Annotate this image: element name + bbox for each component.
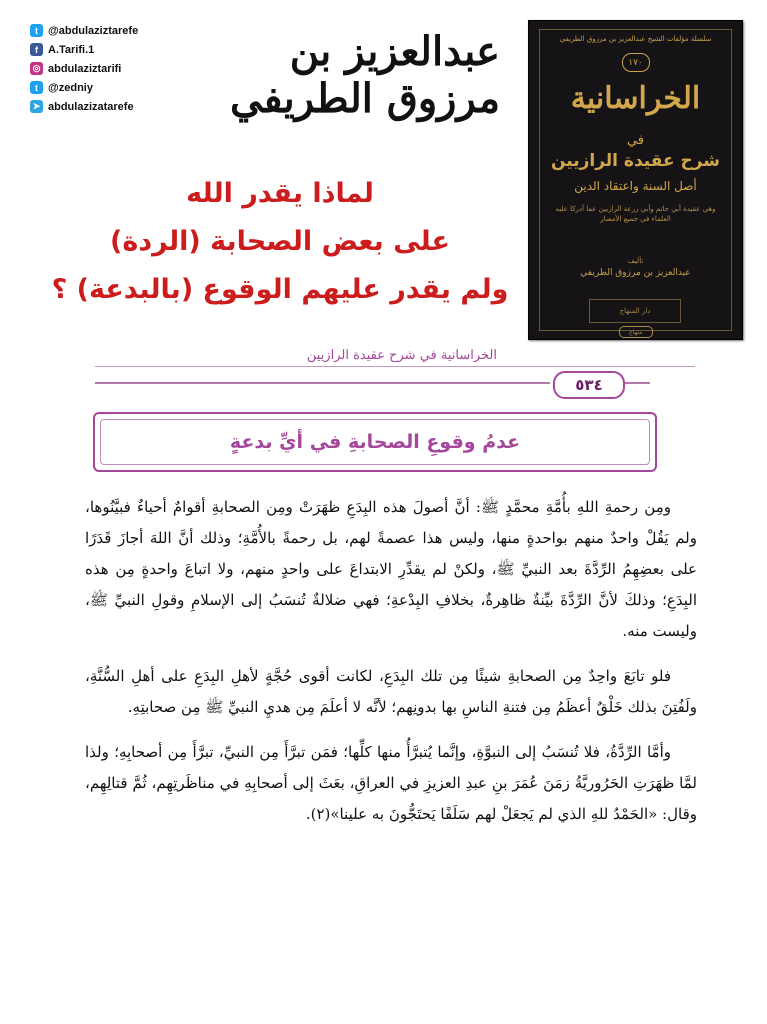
page-number: ٥٣٤ bbox=[553, 371, 625, 399]
running-head: الخراسانية في شرح عقيدة الرازيين bbox=[306, 348, 497, 363]
facebook-icon: f bbox=[30, 43, 43, 56]
social-handle: abdulazizatarefe bbox=[48, 100, 134, 113]
social-row bbox=[30, 22, 190, 39]
question-heading bbox=[40, 170, 520, 314]
book-subtitle-2: أصل السنة واعتقاد الدين bbox=[574, 179, 697, 193]
paragraph: فلو تابَعَ واحِدٌ مِن الصحابةِ شيئًا مِن تلك البِدَعِ، لكانت أقوى حُجَّةٍ لأهلِ البِدَعِ على أهلِ السُّنَّةِ، ولَفُتِنَ بذلك خَلْقٌ أعظَمُ مِن فتنةِ الناسِ بها بدونِهم؛ لأنَّه لا أعلَمَ مِن هديِ النبيِّ ﷺ مِن صحابتِهِ. bbox=[85, 667, 697, 716]
social-row bbox=[30, 79, 190, 96]
author-calligraphy: عبدالعزيز بن مرزوق الطريفي bbox=[230, 28, 500, 122]
page-number-rule bbox=[95, 382, 550, 384]
social-handles bbox=[30, 22, 190, 117]
publisher-box: دار المنهاج bbox=[589, 299, 681, 323]
book-number-badge: ١٧٠ bbox=[622, 53, 650, 72]
book-cover bbox=[528, 20, 743, 340]
social-handle: @abdulaziztarefe bbox=[48, 24, 139, 37]
social-handle: abdulaziztarifi bbox=[48, 62, 122, 75]
chapter-title: عدمُ وقوعِ الصحابةِ في أيِّ بدعةٍ bbox=[229, 431, 521, 453]
book-author: عبدالعزيز بن مرزوق الطريفي bbox=[580, 268, 691, 278]
instagram-icon: ◎ bbox=[30, 62, 43, 75]
book-series-line: سلسلة مؤلفات الشيخ عبدالعزيز بن مرزوق الطريفي bbox=[559, 35, 712, 43]
social-handle: @zedniy bbox=[48, 81, 93, 94]
publisher-logo: منهاج bbox=[619, 326, 653, 338]
social-handle: A.Tarifi.1 bbox=[48, 43, 95, 56]
chapter-heading-inner bbox=[100, 419, 650, 465]
book-subtitle: شرح عقيدة الرازيين bbox=[550, 151, 721, 171]
twitter-icon: t bbox=[30, 24, 43, 37]
chapter-heading-frame bbox=[93, 412, 657, 472]
body-text bbox=[85, 492, 697, 844]
question-line: ولم يقدر عليهم الوقوع (بالبدعة) ؟ bbox=[51, 274, 509, 305]
social-row bbox=[30, 60, 190, 77]
social-row bbox=[30, 98, 190, 115]
twitter-icon: t bbox=[30, 81, 43, 94]
book-description: وهي عقيدة أبي حاتم وأبي زرعة الرازيين عما أدركا عليه العلماء في جميع الأمصار bbox=[555, 205, 716, 223]
question-line: لماذا يقدر الله bbox=[186, 178, 374, 209]
book-title: الخراسانية bbox=[570, 81, 701, 116]
paragraph: ومِن رحمةِ اللهِ بأُمَّةِ محمَّدٍ ﷺ: أنَّ أصولَ هذه البِدَعِ ظهَرَتْ ومِن الصحابةِ أقوامٌ أحياءٌ فبيَّنُوها، ولم يَقُلْ واحدٌ منهم بواحدةٍ منها، وليس هذا عصمةً لهم، بل رحمةً بالأُمَّةِ؛ وذلك أنَّ اللهَ أجازَ قَدَرًا على بعضِهِمُ الرِّدَّةَ بعد النبيِّ ﷺ، ولكنْ لم يقدِّرِ الابتداعَ على واحدٍ منهم، ولا اتباعَ واحدةٍ مِن هذه البِدَعِ؛ وذلكَ لأنَّ الرِّدَّةَ بيِّنةٌ ظاهِرةٌ، بخلافِ البِدْعةِ؛ فهي ضلالةٌ تُنسَبُ إلى الإسلامِ وقولِ النبيِّ ﷺ، وليست منه. bbox=[85, 498, 697, 640]
social-row bbox=[30, 41, 190, 58]
paragraph: وأمَّا الرِّدَّةُ، فلا تُنسَبُ إلى النبوَّةِ، وإنَّما يُتبرَّأُ منها كلِّها؛ فمَن تبرَّأَ مِن النبيِّ، تبرَّأَ مِن أصحابِهِ؛ ولذا لمَّا ظهَرَتِ الحَرُوريَّةُ زمَنَ عُمَرَ بنِ عبدِ العزيزِ في العراقِ، بعَثَ إلى أصحابِهِ في مناظَرتِهِم، ثُمَّ قتالِهِم، وقال: «الحَمْدُ للهِ الذي لم يَجعَلْ لهم سَلَفًا يَحتَجُّونَ به علينا»(٢). bbox=[85, 743, 697, 823]
header-divider bbox=[95, 366, 695, 367]
page-number-rule bbox=[624, 382, 650, 384]
question-line: على بعض الصحابة (الردة) bbox=[110, 226, 450, 257]
telegram-icon: ➤ bbox=[30, 100, 43, 113]
book-author-label: تأليف bbox=[627, 257, 644, 265]
book-fi: في bbox=[626, 133, 645, 148]
